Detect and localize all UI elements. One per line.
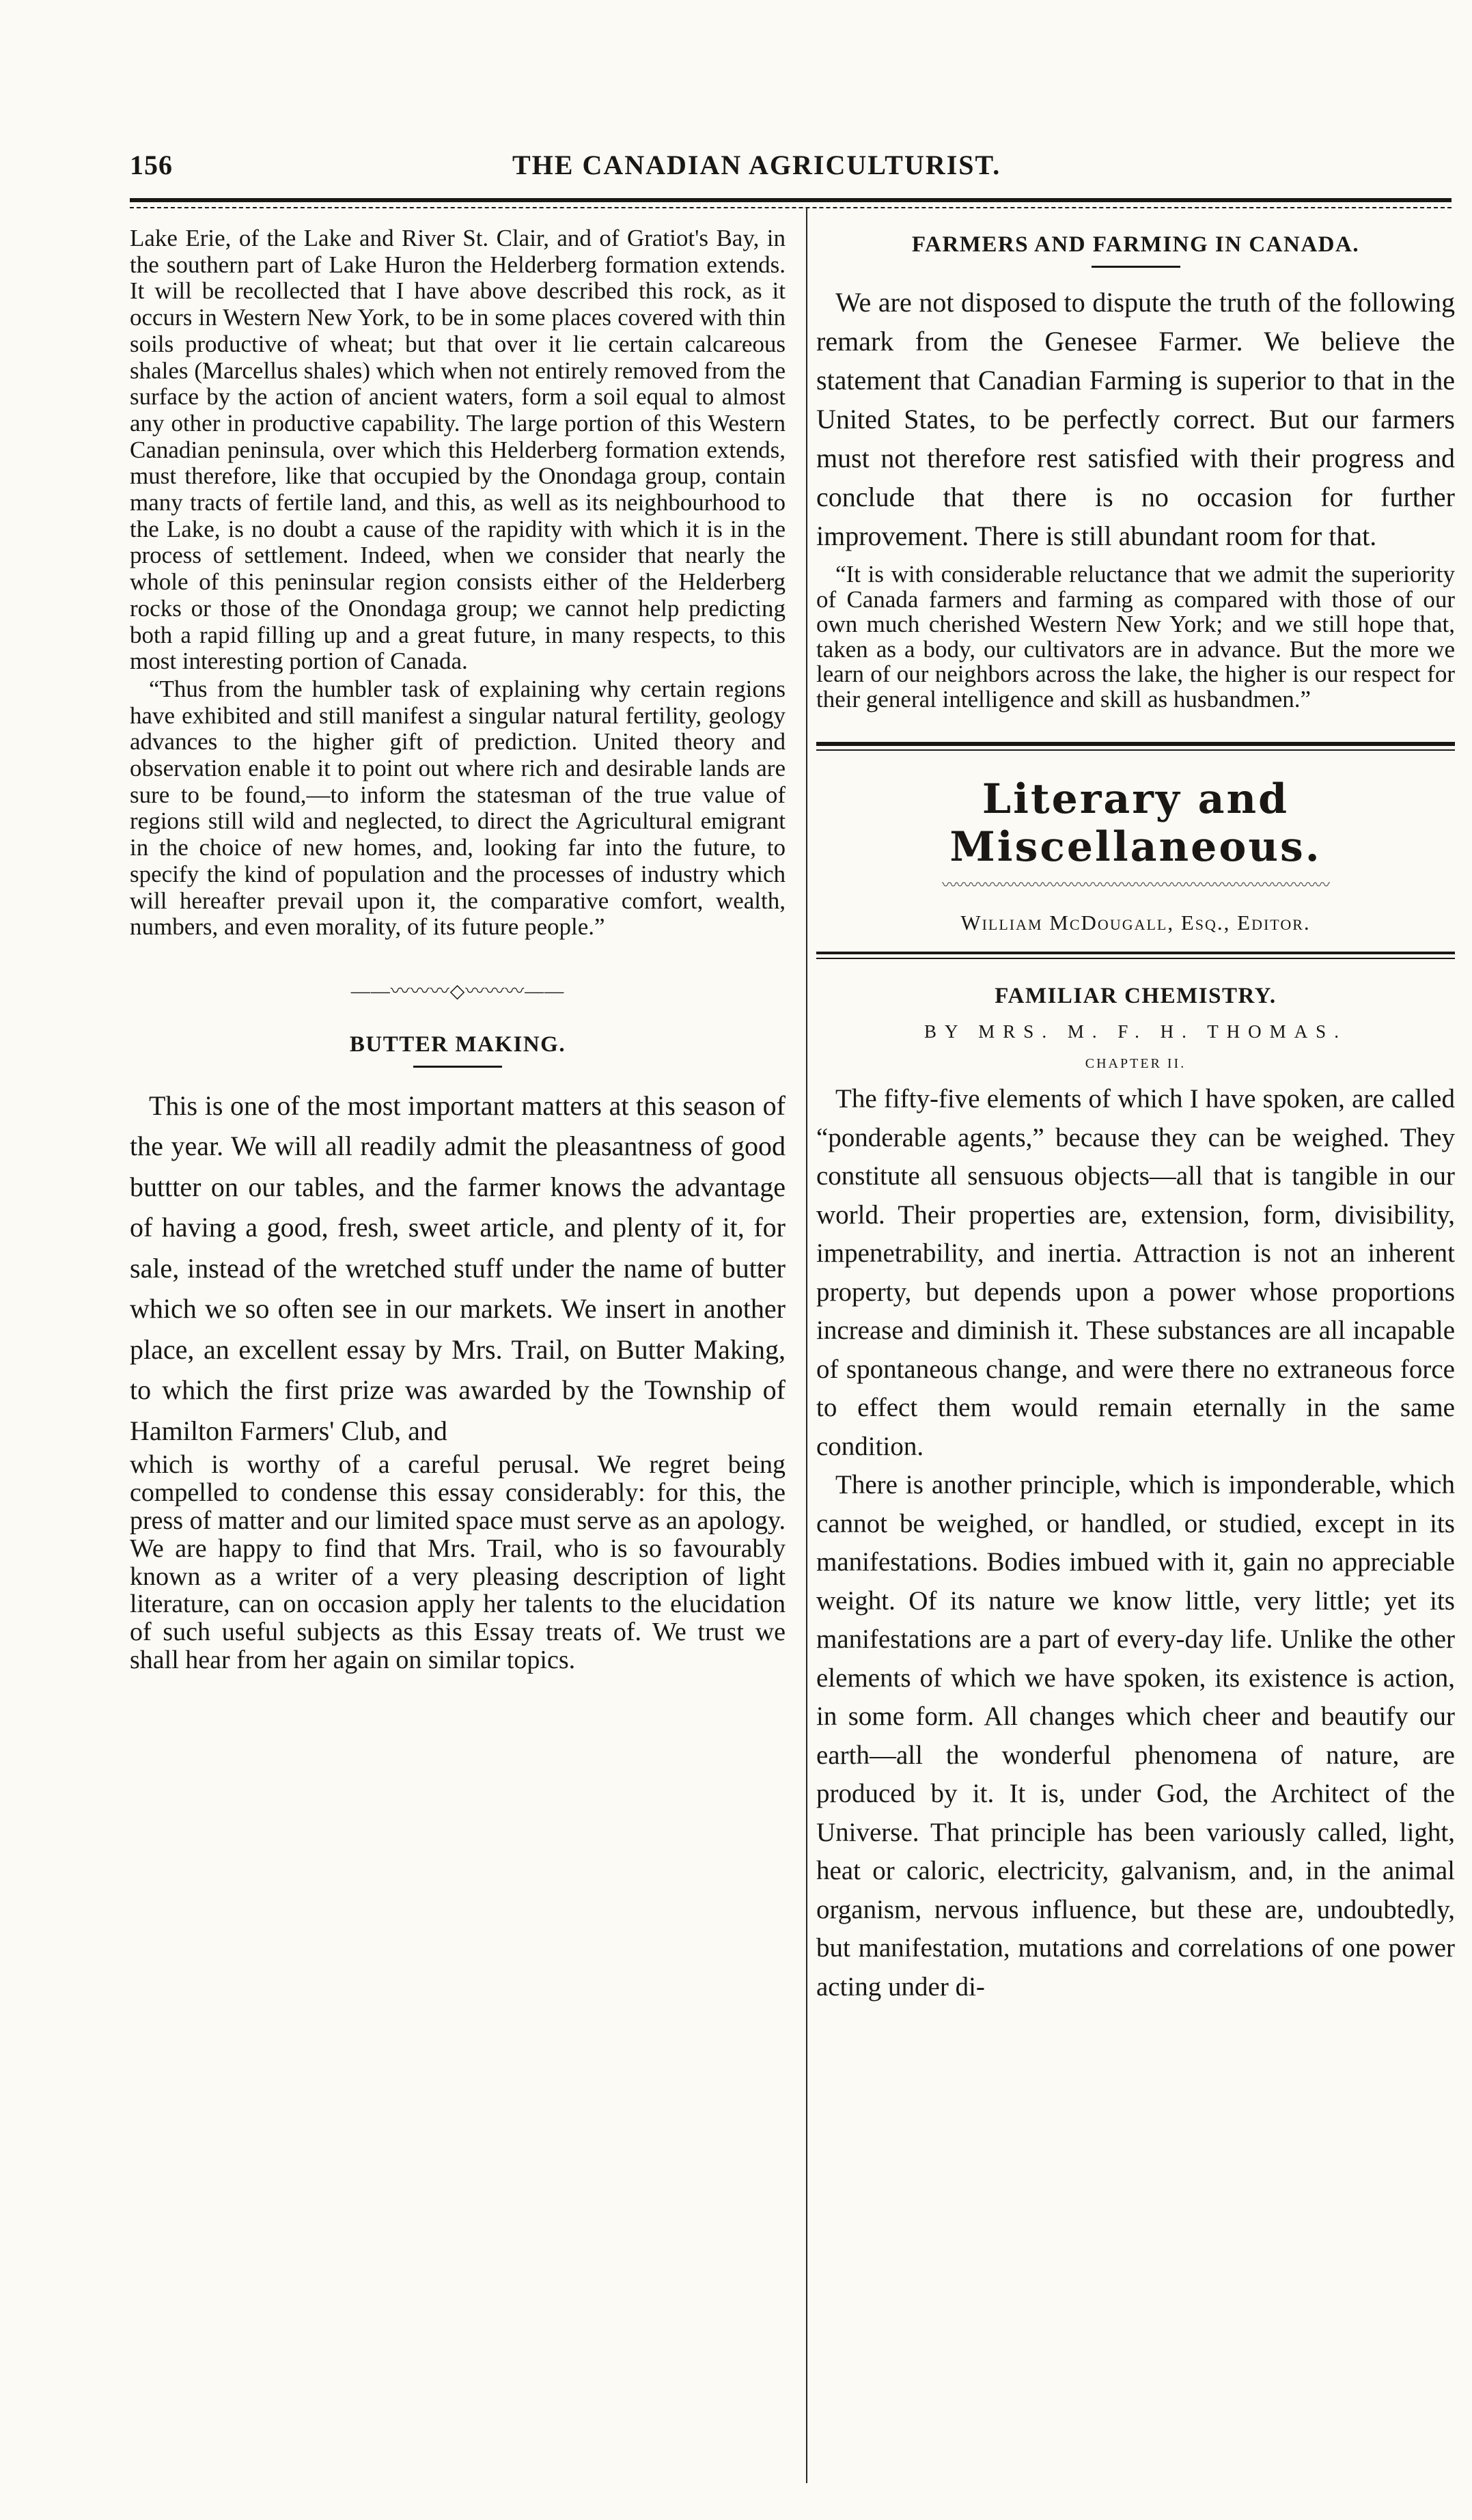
chapter-label: CHAPTER II. [1085, 1056, 1186, 1071]
left-column [130, 225, 786, 1674]
geology-paragraph: Lake Erie, of the Lake and River St. Clair, and of Gratiot's Bay, in the southern part of Lake Huron the Helderberg formation extends. It will be recollected that I have above described this rock, as it occurs in Western New York, to be in some places covered with thin soils productive of wheat; but that over it lie certain calcareous shales (Marcellus shales) which when not entirely removed from the surface by the action of ancient waters, form a soil equal to almost any other in productive capability. The large portion of this Western Canadian peninsula, over which this Helderberg formation extends, must therefore, like that occupied by the Onondaga group, contain many tracts of fertile land, and this, as well as its neighbourhood to the Lake, is no doubt a cause of the rapidity with which it is in the process of settlement. Indeed, when we consider that nearly the whole of this peninsular region consists either of the Helderberg rocks or those of the Onondaga group; we cannot help predicting both a rapid filling up and a great future, in many respects, to this most interesting portion of Canada. [130, 225, 786, 675]
heading-rule [413, 1066, 502, 1068]
right-column [816, 225, 1455, 2006]
department-rule [816, 742, 1455, 751]
farmers-quote-paragraph: “It is with considerable reluctance that we admit the superiority of Canada farmers and farming as compared with those of our own much cherished Western New York; and we still hope that, taken as a body, our cultivators are in advance. But the more we learn of our neighbors across the lake, the higher is our respect for their general intelligence and skill as husbandmen.” [816, 561, 1455, 712]
heading-rule [1092, 266, 1180, 268]
familiar-chemistry-heading: FAMILIAR CHEMISTRY. [995, 984, 1277, 1008]
wavy-rule: 〰〰〰〰〰〰〰〰〰〰〰〰〰〰〰〰〰〰〰〰〰〰〰〰〰〰〰 [941, 876, 1329, 894]
farmers-paragraph: We are not disposed to dispute the truth of the following remark from the Genesee Farmer. We believe the statement that Canadian Farming is superior to that in the United States, to be perfectly correct. But our farmers must not therefore rest satisfied with their progress and conclude that there is no occasion for further improvement. There is still abundant room for that. [816, 287, 1455, 551]
section-ornament: ——〰〰〰◇〰〰〰—— [350, 980, 565, 1002]
chemistry-paragraph-1: The fifty-five elements of which I have spoken, are called “ponderable agents,” because they can be weighed. They constitute all sensuous objects—all that is tangible in our world. Their properties are, extension, form, divisibility, impenetrability, and inertia. Attraction is not an inherent property, but depends upon a power whose proportions increase and diminish it. These substances are all incapable of spontaneous change, and were there no extraneous force to effect them would remain eternally in the same condition. [816, 1084, 1455, 1461]
running-title: THE CANADIAN AGRICULTURIST. [512, 150, 1001, 180]
chemistry-paragraph-2: There is another principle, which is imponderable, which cannot be weighed, or handled, or studied, except in its manifestations. Bodies imbued with it, gain no appreciable weight. Of its nature we know little, very little; yet its manifestations are a part of every-day life. Unlike the other elements of which we have spoken, its existence is action, in some form. All changes which cheer and beautify our earth—all the wonderful phenomena of nature, are produced by it. It is, under God, the Architect of the Universe. That principle has been variously called, light, heat or caloric, electricity, galvanism, and, in the animal organism, nervous influence, but these are, undoubtedly, but manifestation, mutations and correlations of one power acting under di- [816, 1470, 1455, 2002]
column-divider [806, 208, 807, 2483]
editor-line: William McDougall, Esq., Editor. [960, 911, 1311, 934]
header-rule [130, 198, 1452, 202]
literary-miscellaneous-heading: Literary and Miscellaneous. [949, 775, 1322, 871]
header-rule-dashed [130, 207, 1452, 208]
farmers-farming-heading: FARMERS AND FARMING IN CANADA. [911, 232, 1360, 257]
page-number: 156 [130, 150, 173, 180]
butter-paragraph-1: This is one of the most important matters at this season of the year. We will all readily admit the pleasantness of good buttter on our tables, and the farmer knows the advantage of having a good, fresh, sweet article, and plenty of it, for sale, instead of the wretched stuff under the name of butter which we so often see in our markets. We insert in another place, an excellent essay by Mrs. Trail, on Butter Making, to which the first prize was awarded by the Township of Hamilton Farmers' Club, and [130, 1090, 786, 1446]
butter-making-heading: BUTTER MAKING. [349, 1031, 566, 1057]
editor-rule [816, 952, 1455, 959]
geology-quote-paragraph: “Thus from the humbler task of explaining why certain regions have exhibited and still manifest a singular natural fertility, geology advances to the higher gift of prediction. United theory and observation enable it to point out where rich and desirable lands are sure to be found,—to inform the statesman of the true value of regions still wild and neglected, to direct the Agricultural emigrant in the choice of new homes, and, looking far into the future, to specify the kind of population and the processes of industry which will hereafter prevail upon it, the comparative comfort, wealth, numbers, and even morality, of its future people.” [130, 675, 786, 941]
page-header [130, 149, 1452, 197]
byline: BY MRS. M. F. H. THOMAS. [924, 1021, 1347, 1042]
butter-paragraph-2: which is worthy of a careful perusal. We regret being compelled to condense this essay considerably: for this, the press of matter and our limited space must serve as an apology. We are happy to find that Mrs. Trail, who is so favourably known as a writer of a very pleasing description of light literature, can on occasion apply her talents to the elucidation of such useful subjects as this Essay treats of. We trust we shall hear from her again on similar topics. [130, 1450, 786, 1675]
